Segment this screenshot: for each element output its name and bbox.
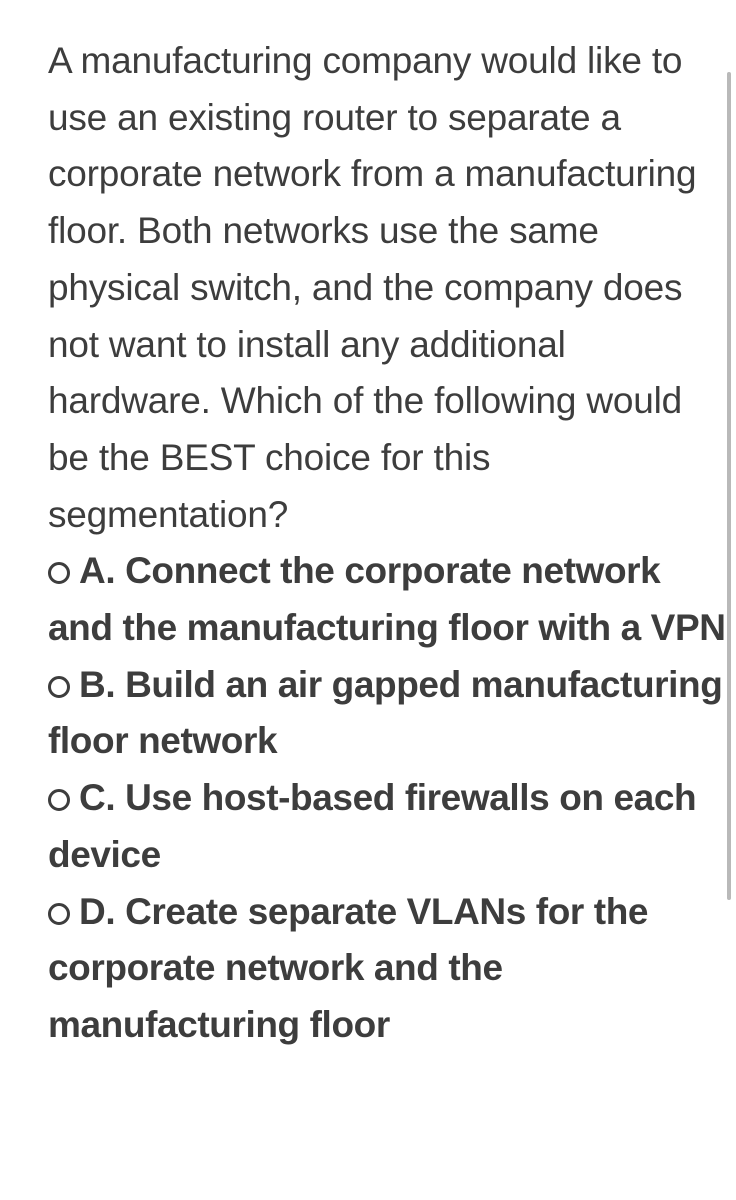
- option-c[interactable]: [48, 770, 728, 883]
- radio-button-icon[interactable]: [48, 562, 70, 584]
- question-text: A manufacturing company would like to use an existing router to separate a corporate network from a manufacturing floor. Both networks use the same physical switch, and the company does not want to install any additional hardware. Which of the following would be the BEST choice for this segmentation?: [48, 40, 697, 535]
- option-b[interactable]: [48, 657, 728, 770]
- option-b-label: B. Build an air gapped manufacturing floor network: [48, 663, 723, 762]
- radio-button-icon[interactable]: [48, 789, 70, 811]
- option-c-label: C. Use host-based firewalls on each device: [48, 777, 697, 875]
- option-a[interactable]: [48, 543, 728, 656]
- question-card: [48, 33, 728, 1054]
- option-d-label: D. Create separate VLANs for the corporate network and the manufacturing floor: [48, 890, 649, 1045]
- option-a-label: A. Connect the corporate network and the manufacturing floor with a VPN: [48, 550, 726, 649]
- scrollbar-thumb[interactable]: [727, 72, 731, 900]
- radio-button-icon[interactable]: [48, 676, 70, 698]
- option-d[interactable]: [48, 884, 728, 1054]
- answer-options: [48, 543, 728, 1053]
- radio-button-icon[interactable]: [48, 903, 70, 925]
